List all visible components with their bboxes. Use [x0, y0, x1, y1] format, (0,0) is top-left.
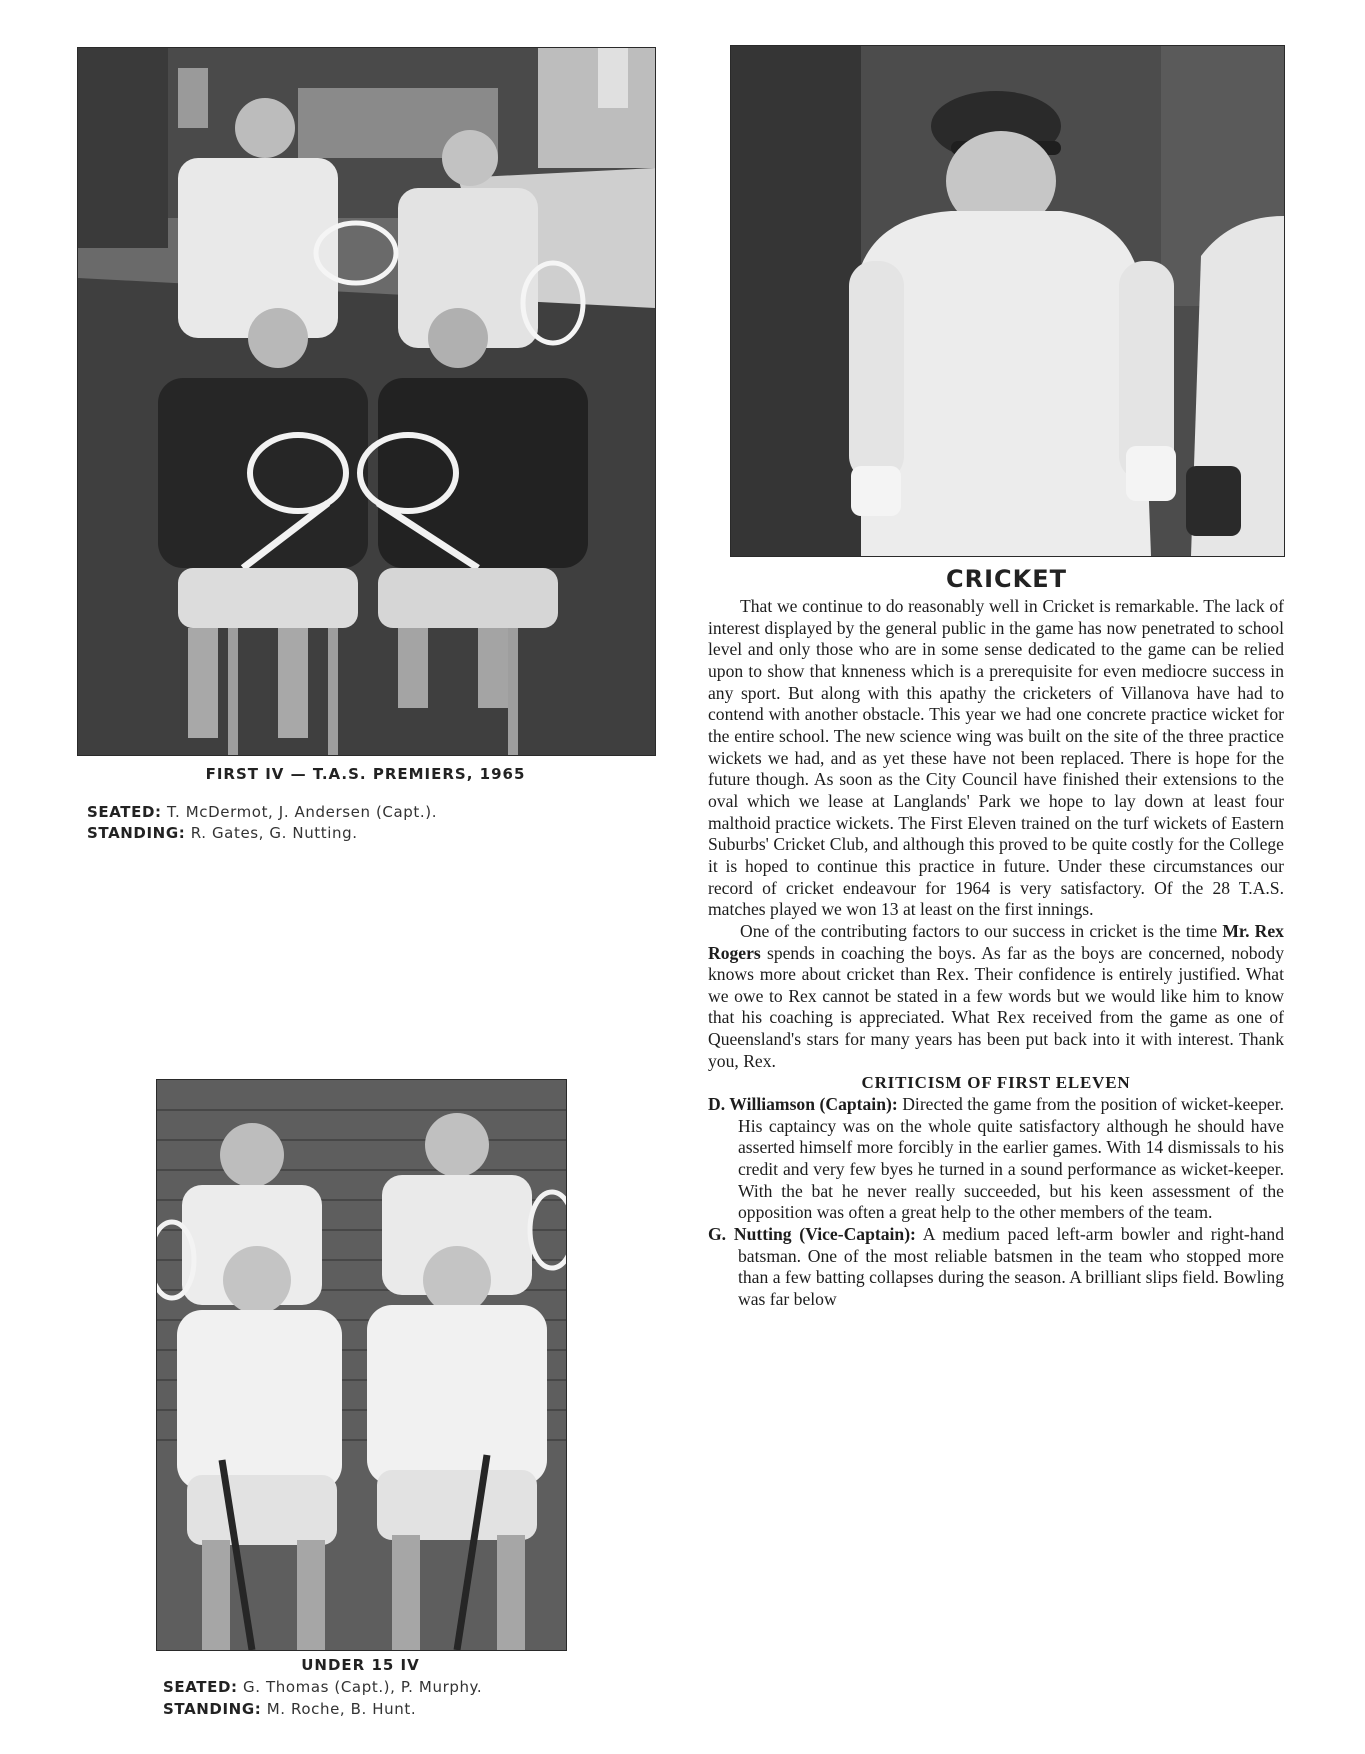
entry-1-name: D. Williamson (Captain):: [708, 1094, 898, 1115]
tennis-team-photo-image: [78, 48, 655, 755]
cricketer-photo: [730, 45, 1285, 557]
article-paragraph-2: [708, 921, 1284, 1073]
tennis-seated-label: SEATED:: [87, 803, 162, 821]
player-entry-nutting: [708, 1224, 1284, 1311]
tennis-photo-standing: [87, 824, 358, 842]
cricket-article: [708, 596, 1284, 1311]
entry-2-text: A medium paced left-arm bowler and right-hand batsman. One of the most reliable batsmen in the team who stopped more than a few batting collapses during the season. A brilliant slips field. Bowling was far below: [738, 1224, 1284, 1309]
junior-team-photo-image: [157, 1080, 566, 1650]
junior-photo-title: UNDER 15 IV: [301, 1656, 420, 1674]
tennis-photo-seated: [87, 803, 437, 821]
tennis-photo-title: FIRST IV — T.A.S. PREMIERS, 1965: [205, 765, 526, 783]
junior-photo-seated: [163, 1678, 482, 1696]
paragraph-2-end: spends in coaching the boys. As far as the boys are concerned, nobody knows more about cricket than Rex. Their confidence is entirely justified. What we owe to Rex cannot be stated in a few words but we would like him to know that his coaching is appreciated. What Rex received from the game as one of Queensland's stars for many years has been put back into it with interest. Thank you, Rex.: [708, 942, 1284, 1071]
cricketer-photo-image: [731, 46, 1284, 556]
junior-standing-label: STANDING:: [163, 1700, 262, 1718]
junior-team-photo: [156, 1079, 567, 1651]
junior-photo-standing: [163, 1700, 416, 1718]
junior-standing-names: M. Roche, B. Hunt.: [266, 1700, 417, 1718]
entry-2-name: G. Nutting (Vice-Captain):: [708, 1224, 916, 1245]
tennis-standing-label: STANDING:: [87, 824, 186, 842]
junior-seated-label: SEATED:: [163, 1678, 238, 1696]
article-heading: CRICKET: [946, 565, 1067, 593]
tennis-team-photo: [77, 47, 656, 756]
junior-seated-names: G. Thomas (Capt.), P. Murphy.: [243, 1678, 483, 1696]
tennis-standing-names: R. Gates, G. Nutting.: [190, 824, 358, 842]
player-entry-williamson: [708, 1094, 1284, 1224]
coach-name: Mr. Rex Rogers: [708, 920, 1284, 963]
tennis-seated-names: T. McDermot, J. Andersen (Capt.).: [167, 803, 438, 821]
paragraph-2-start: One of the contributing factors to our success in cricket is the time: [740, 920, 1218, 941]
entry-1-text: Directed the game from the position of wicket-keeper. His captaincy was on the whole quite satisfactory although he should have asserted himself more forcibly in the earlier games. With 14 dismissals to his credit and very few byes he turned in a sound performance as wicket-keeper. With the bat he never really succeeded, but his keen assessment of the opposition was often a great help to the other members of the team.: [738, 1094, 1284, 1223]
article-subheading: CRITICISM OF FIRST ELEVEN: [861, 1073, 1131, 1093]
article-paragraph-1: That we continue to do reasonably well in Cricket is remarkable. The lack of interest displayed by the general public in the game has now penetrated to school level and only those who are in some sense dedicated to the game can be relied upon to show that knneness which is a prerequisite for even mediocre success in any sport. But along with this apathy the cricketers of Villanova have had to contend with another obstacle. This year we had one concrete practice wicket for the entire school. The new science wing was built on the site of the three practice wickets we had, and as yet these have not been replaced. There is hope for the future though. As soon as the City Council have finished their extensions to the oval which we lease at Langlands' Park we hope to lay down at least four malthoid practice wickets. The First Eleven trained on the turf wickets of Eastern Suburbs' Cricket Club, and although this proved to be quite costly for the College it is hoped to continue this practice in future. Under these circumstances our record of cricket endeavour for 1964 is very satisfactory. Of the 28 T.A.S. matches played we won 13 at least on the first innings.: [708, 596, 1284, 920]
